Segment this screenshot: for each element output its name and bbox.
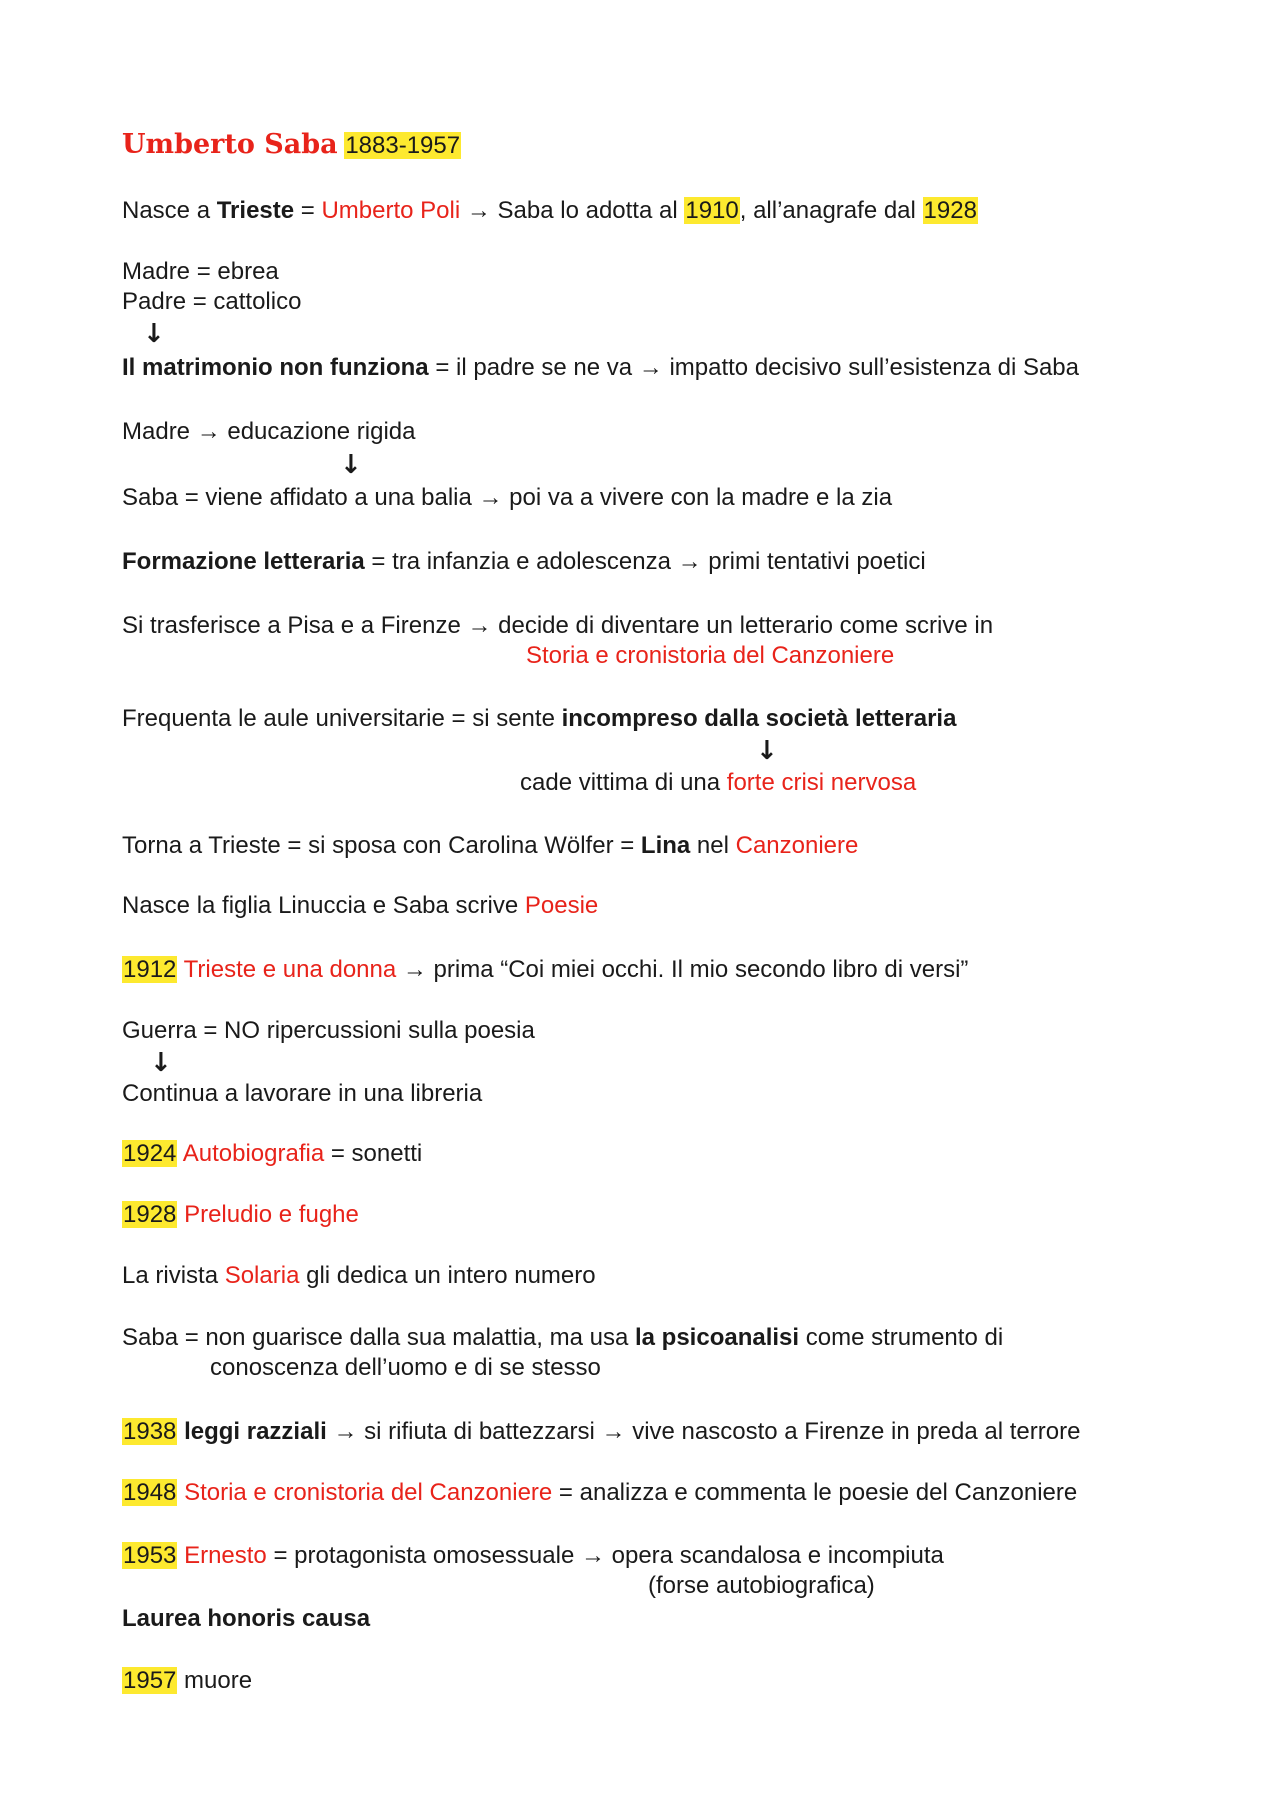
line-1938	[122, 1417, 1080, 1447]
line-father: Padre = cattolico	[122, 288, 302, 315]
year-highlight: 1948	[123, 1479, 177, 1506]
year-highlight: 1938	[123, 1418, 177, 1445]
line-birth	[122, 196, 978, 226]
red-text: Canzoniere	[735, 832, 859, 859]
line-marriage	[122, 353, 1079, 383]
text: → si rifiuta di battezzarsi → vive nascosto a Firenze in preda al terrore	[326, 1418, 1081, 1445]
bold-text: Lina	[640, 832, 691, 859]
line-pisa: Si trasferisce a Pisa e a Firenze → decide di diventare un letterario come scrive in	[122, 612, 994, 639]
line-library: Continua a lavorare in una libreria	[122, 1080, 483, 1107]
line-psychoanalysis	[122, 1323, 1003, 1353]
year-highlight: 1924	[123, 1140, 177, 1167]
line-1912	[122, 955, 968, 985]
title-years: 1883-1957	[345, 132, 461, 159]
year-highlight: 1910	[685, 197, 739, 224]
text: → Saba lo adotta al	[460, 197, 685, 224]
bold-text: la psicoanalisi	[634, 1324, 800, 1351]
arrow-down-icon: ↓	[340, 450, 362, 480]
text: = analizza e commenta le poesie del Canzoniere	[552, 1479, 1078, 1506]
line-marriage-lina	[122, 831, 858, 861]
line-1957	[122, 1666, 252, 1696]
red-text: Umberto Poli	[321, 197, 461, 224]
red-text: Poesie	[524, 892, 599, 919]
line-laurea: Laurea honoris causa	[122, 1605, 371, 1632]
line-1948	[122, 1478, 1077, 1508]
text: → prima “Coi miei occhi. Il mio secondo libro di versi”	[396, 956, 969, 983]
red-text: Autobiografia	[182, 1140, 325, 1167]
text: Torna a Trieste = si sposa con Carolina Wölfer =	[122, 832, 641, 859]
year-highlight: 1928	[123, 1201, 177, 1228]
bold-text: Trieste	[216, 197, 295, 224]
text: Frequenta le aule universitarie = si sente	[122, 705, 562, 732]
line-1953	[122, 1541, 944, 1571]
bold-text: incompreso dalla società letteraria	[561, 705, 957, 732]
line-knowledge: conoscenza dell’uomo e di se stesso	[210, 1354, 601, 1381]
arrow-down-icon: ↓	[756, 736, 778, 766]
text: nel	[690, 832, 736, 859]
red-text: Ernesto	[184, 1542, 267, 1569]
year-highlight: 1912	[123, 956, 177, 983]
line-university	[122, 704, 956, 734]
red-text: forte crisi nervosa	[726, 769, 917, 796]
arrow-down-icon: ↓	[150, 1048, 172, 1078]
text: Saba = non guarisce dalla sua malattia, ma usa	[122, 1324, 635, 1351]
text: = protagonista omosessuale → opera scandalosa e incompiuta	[266, 1542, 944, 1569]
red-text: Storia e cronistoria del Canzoniere	[184, 1479, 553, 1506]
red-text: Preludio e fughe	[184, 1201, 359, 1228]
text: gli dedica un intero numero	[299, 1262, 596, 1289]
year-highlight: 1928	[923, 197, 977, 224]
line-storia-ref: Storia e cronistoria del Canzoniere	[526, 642, 895, 669]
line-formation	[122, 547, 926, 577]
text: = sonetti	[324, 1140, 423, 1167]
line-autobiographical: (forse autobiografica)	[648, 1572, 875, 1599]
line-daughter	[122, 891, 598, 921]
text: cade vittima di una	[520, 769, 727, 796]
year-highlight: 1953	[123, 1542, 177, 1569]
bold-text: Formazione letteraria	[122, 548, 365, 575]
line-balia: Saba = viene affidato a una balia → poi va a vivere con la madre e la zia	[122, 484, 893, 511]
title-name: Umberto Saba	[122, 129, 338, 160]
text: = il padre se ne va → impatto decisivo sull’esistenza di Saba	[428, 354, 1079, 381]
line-crisis	[520, 768, 916, 798]
line-solaria	[122, 1261, 596, 1291]
red-text: Trieste e una donna	[183, 956, 397, 983]
line-1924	[122, 1139, 422, 1169]
text: = tra infanzia e adolescenza → primi tentativi poetici	[364, 548, 926, 575]
arrow-down-icon: ↓	[143, 319, 165, 349]
text: =	[294, 197, 322, 224]
line-education: Madre → educazione rigida	[122, 418, 416, 445]
bold-text: leggi razziali	[184, 1418, 327, 1445]
line-1928	[122, 1200, 359, 1230]
red-text: Solaria	[224, 1262, 300, 1289]
line-war: Guerra = NO ripercussioni sulla poesia	[122, 1017, 535, 1044]
text: come strumento di	[799, 1324, 1004, 1351]
text: , all’anagrafe dal	[739, 197, 923, 224]
bold-text: Il matrimonio non funziona	[122, 354, 429, 381]
text: muore	[177, 1667, 253, 1694]
year-highlight: 1957	[123, 1667, 177, 1694]
text: Nasce a	[122, 197, 217, 224]
text: La rivista	[122, 1262, 225, 1289]
text: Nasce la figlia Linuccia e Saba scrive	[122, 892, 525, 919]
page-title	[122, 127, 461, 163]
line-mother: Madre = ebrea	[122, 258, 279, 285]
